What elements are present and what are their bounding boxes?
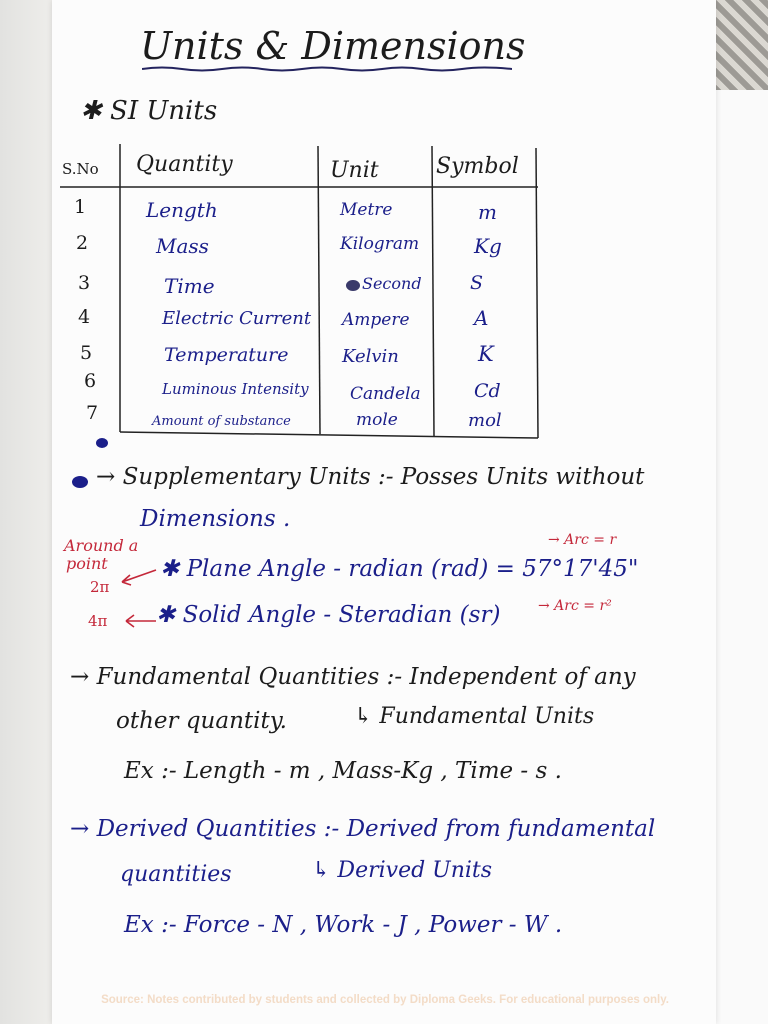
fundamental-example: Ex :- Length - m , Mass-Kg , Time - s . [124,758,562,784]
red-note-around: Around a [64,536,139,555]
header-quantity: Quantity [136,152,233,177]
row-3-unit: Second [362,274,422,293]
title-underline [142,66,512,72]
derived-quantities-line-2: quantities [120,862,232,887]
red-arrow-plane [118,566,158,588]
background-left [0,0,60,1024]
header-sno: S.No [62,160,99,178]
fundamental-quantities-line: → Fundamental Quantities :- Independent of any [70,664,636,690]
solid-angle-line: ✱ Solid Angle - Steradian (sr) [156,602,501,628]
plane-angle-line: ✱ Plane Angle - radian (rad) = 57°17'45" [160,556,639,582]
ink-blot [72,476,88,488]
si-units-heading: ✱ SI Units [80,96,218,126]
page-title: Units & Dimensions [140,24,526,68]
row-5-quantity: Temperature [164,344,289,366]
supplementary-units-line-2: Dimensions . [140,506,291,532]
ink-dot [96,438,108,448]
derived-example: Ex :- Force - N , Work - J , Power - W . [124,912,563,938]
row-7-quantity: Amount of substance [152,414,291,429]
row-7-sno: 7 [86,402,99,424]
supplementary-units-line: → Supplementary Units :- Posses Units without [96,464,645,490]
header-unit: Unit [330,158,379,183]
row-3-symbol: S [470,272,484,294]
row-6-quantity: Luminous Intensity [162,380,309,398]
row-6-symbol: Cd [474,380,501,402]
row-2-unit: Kilogram [340,234,420,254]
red-note-point: point [66,554,108,573]
red-value-2pi: 2π [90,578,110,596]
row-3-quantity: Time [164,274,215,298]
row-1-quantity: Length [146,198,218,222]
arc-note-plane: → Arc = r [548,532,617,548]
row-2-quantity: Mass [156,234,209,258]
si-units-table [60,142,540,440]
row-5-sno: 5 [80,342,93,364]
arc-note-solid: → Arc = r² [538,598,612,614]
row-4-quantity: Electric Current [162,308,312,329]
row-4-symbol: A [474,306,489,330]
derived-units-branch: ↳ Derived Units [312,858,493,883]
derived-quantities-line: → Derived Quantities :- Derived from fundamental [70,816,656,842]
row-2-sno: 2 [76,232,89,254]
fundamental-quantities-line-2: other quantity. [116,708,287,734]
row-6-sno: 6 [84,370,97,392]
background-right [708,0,768,1024]
row-4-unit: Ampere [342,310,410,330]
source-footer: Source: Notes contributed by students and collected by Diploma Geeks. For educational purposes only. [101,994,669,1006]
row-1-symbol: m [478,200,497,224]
row-1-sno: 1 [74,196,87,218]
red-value-4pi: 4π [88,612,108,630]
row-6-unit: Candela [350,384,421,404]
row-1-unit: Metre [340,200,393,220]
row-7-unit: mole [356,410,398,430]
row-5-unit: Kelvin [342,346,399,367]
ink-blot [346,280,360,291]
header-symbol: Symbol [436,154,519,179]
row-3-sno: 3 [78,272,91,294]
row-5-symbol: K [478,342,494,366]
fundamental-units-branch: ↳ Fundamental Units [354,704,595,729]
row-4-sno: 4 [78,306,91,328]
row-2-symbol: Kg [474,234,502,258]
red-arrow-solid [122,612,158,630]
row-7-symbol: mol [468,410,502,431]
